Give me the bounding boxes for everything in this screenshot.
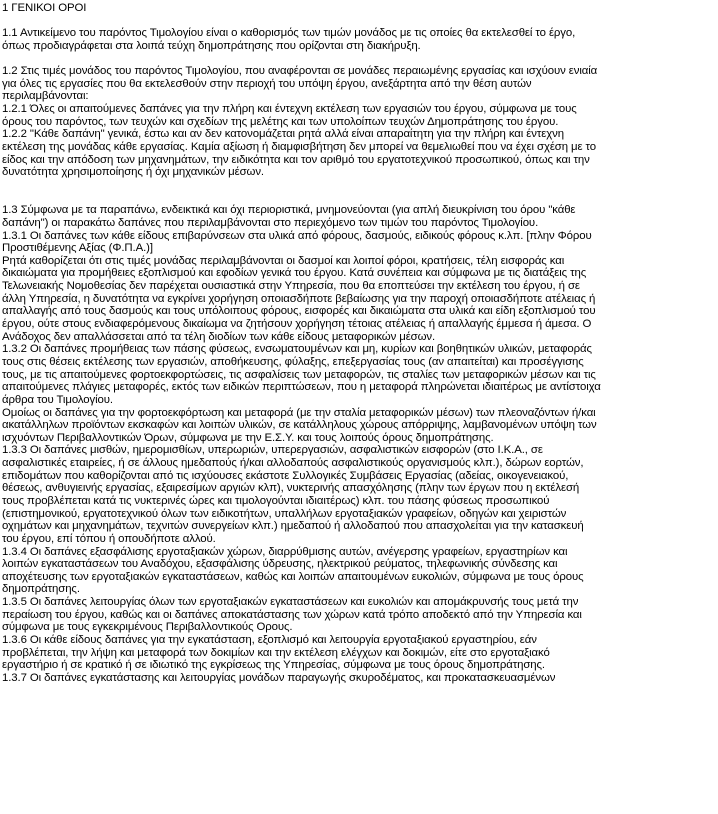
text-line: δυνατότητα χρησιμοποίησης ή όχι μηχανικών μέσων.: [2, 166, 264, 179]
text-line: δημοπράτησης.: [2, 583, 80, 596]
text-line: Τελωνειακής Νομοθεσίας δεν παρέχεται ουσιαστικά στην Υπηρεσία, που θα εποπτεύσει την εκτέλεση του έργου, ή σε: [2, 280, 580, 293]
text-line: περιλαμβάνονται:: [2, 90, 89, 103]
text-line: 1.3.5 Οι δαπάνες λειτουργίας όλων των εργοταξιακών εγκαταστάσεων και ευκολιών και απομάκρυνσής τους μετά την: [2, 596, 579, 609]
text-line: 1.2 Στις τιμές μονάδος του παρόντος Τιμολογίου, που αναφέρονται σε μονάδες περαιωμένης εργασίας και ισχύουν ενιαία: [2, 65, 598, 78]
text-line: προβλέπεται, την λήψη και μεταφορά των δοκιμίων και την εκτέλεση ελέγχων και δοκιμών, είτε στο εργοταξιακό: [2, 646, 550, 659]
text-line: Ανάδοχος δεν απαλλάσσεται από τα τέλη διοδίων των κάθε είδους μεταφορικών μέσων.: [2, 330, 436, 343]
text-line: λοιπών εγκαταστάσεων του Αναδόχου, εξασφάλισης ύδρευσης, ηλεκτρικού ρεύματος, τηλεφωνικής σύνδεσης και: [2, 558, 558, 571]
text-line: τους στις θέσεις εκτέλεσης των εργασιών, αποθήκευσης, φύλαξης, επεξεργασίας τους (αν απαιτείται) και προσέγγισης: [2, 355, 584, 368]
text-line: του έργου, επί τόπου ή οπουδήποτε αλλού.: [2, 532, 216, 545]
text-line: ακατάλληλων προϊόντων εκσκαφών και λοιπών υλικών, σε κατάλληλους χώρους απόρριψης, λαμβανομένων υπόψη των: [2, 419, 597, 432]
text-line: 1.3 Σύμφωνα με τα παραπάνω, ενδεικτικά και όχι περιοριστικά, μνημονεύονται (για απλή διευκρίνιση του όρου "κάθε: [2, 204, 576, 217]
text-line: Προστιθέμενης Αξίας (Φ.Π.Α.)]: [2, 242, 153, 255]
text-line: 1.3.4 Οι δαπάνες εξασφάλισης εργοταξιακών χώρων, διαρρύθμισης αυτών, ανέγερσης γραφείων, εργαστηρίων και: [2, 545, 568, 558]
text-line: δαπάνη") οι παρακάτω δαπάνες που περιλαμβάνονται στο περιεχόμενο των τιμών του παρόντος Τιμολογίου.: [2, 216, 539, 229]
text-line: 1.3.6 Οι κάθε είδους δαπάνες για την εγκατάσταση, εξοπλισμό και λειτουργία εργοταξιακού εργαστηρίου, εάν: [2, 634, 537, 647]
blank-line: [2, 179, 716, 192]
text-line: ισχυόντων Περιβαλλοντικών Όρων, σύμφωνα με την Ε.Σ.Υ. και τους λοιπούς όρους δημοπράτησης.: [2, 431, 494, 444]
document-body: [2, 2, 716, 685]
text-line: αποχέτευσης των εργοταξιακών εγκαταστάσεων, καθώς και λοιπών απαιτουμένων ευκολιών, σύμφωνα με τους όρους: [2, 570, 584, 583]
blank-line: [2, 15, 716, 28]
text-line: οχημάτων και μηχανημάτων, τεχνιτών συνεργείων κλπ.) ημεδαπού ή αλλοδαπού που απασχολείται για την κατασκευή: [2, 520, 584, 533]
text-line: όρους του παρόντος, των τευχών και σχεδίων της μελέτης και των υπολοίπων τευχών Δημοπράτησης του έργου.: [2, 115, 559, 128]
text-line: ασφαλιστικές εταιρείες, ή σε άλλους ημεδαπούς ή/και αλλοδαπούς ασφαλιστικούς οργανισμούς κλπ.), δώρων εορτών,: [2, 457, 584, 470]
text-line: εκτέλεση της μονάδας κάθε εργασίας. Καμία αξίωση ή διαμφισβήτηση δεν μπορεί να θεμελιωθεί που να έχει σχέση με το: [2, 141, 597, 154]
text-line: 1.2.1 Όλες οι απαιτούμενες δαπάνες για την πλήρη και έντεχνη εκτέλεση των εργασιών του έργου, σύμφωνα με τους: [2, 103, 577, 116]
text-line: σύμφωνα με τους εγκεκριμένους Περιβαλλοντικούς Ορους.: [2, 621, 293, 634]
text-line: 1.3.7 Οι δαπάνες εγκατάστασης και λειτουργίας μονάδων παραγωγής σκυροδέματος, και προκατασκευασμένων: [2, 671, 556, 684]
text-line: είδος και την απόδοση των μηχανημάτων, την ειδικότητα και τον αριθμό του εργατοτεχνικού προσωπικού, όπως και την: [2, 153, 590, 166]
text-line: δικαιώματα για προμήθειες εξοπλισμού και εφοδίων γενικά του έργου. Κατά συνέπεια και σύμφωνα με τις διατάξεις της: [2, 267, 587, 280]
text-line: εργαστήριο ή σε κρατικό ή σε ιδιωτικό της εγκρίσεως της Υπηρεσίας, σύμφωνα με τους όρους δημοπράτησης.: [2, 659, 545, 672]
text-line: Ρητά καθορίζεται ότι στις τιμές μονάδας περιλαμβάνονται οι δασμοί και λοιποί φόροι, κρατήσεις, τέλη εισφοράς και: [2, 254, 565, 267]
text-line: Ομοίως οι δαπάνες για την φορτοεκφόρτωση και μεταφορά (με την σταλία μεταφορικών μέσων) των πλεοναζόντων ή/και: [2, 406, 596, 419]
blank-line: [2, 53, 716, 66]
text-line: τους προβλέπεται κατά τις νυκτερινές ώρες και τιμολογούνται ιδιαιτέρως) κλπ. του πάσης φύσεως προσωπικού: [2, 494, 550, 507]
text-line: έργου, ούτε στους ενδιαφερόμενους δικαίωμα να ζητήσουν χορήγηση τέτοιας ατέλειας ή απαλλαγής έμμεσα ή άμεσα. Ο: [2, 318, 592, 331]
text-line: για όλες τις εργασίες που θα εκτελεσθούν στην περιοχή του υπόψη έργου, ανεξάρτητα από την θέση αυτών: [2, 77, 532, 90]
text-line: απαλλαγής από τους δασμούς και τους υπόλοιπους φόρους, εισφορές και δικαιώματα στα υλικά και είδη εξοπλισμού του: [2, 305, 596, 318]
text-line: απαιτούμενες πλάγιες μεταφορές, εκτός των ειδικών περιπτώσεων, που η μεταφορά πληρώνεται ιδιαιτέρως με αντίστοιχα: [2, 381, 601, 394]
text-line: 1.3.2 Οι δαπάνες προμήθειας των πάσης φύσεως, ενσωματουμένων και μη, κυρίων και βοηθητικών υλικών, μεταφοράς: [2, 343, 592, 356]
text-line: θέσεως, ανθυγιεινής εργασίας, εξαιρεσίμων αργιών κλπ), νυκτερινής απασχόλησης (πλην των έργων που η εκτέλεσή: [2, 482, 580, 495]
document-title: 1 ΓΕΝΙΚΟΙ ΟΡΟΙ: [2, 2, 87, 14]
text-line: 1.3.1 Οι δαπάνες των κάθε είδους επιβαρύνσεων στα υλικά από φόρους, δασμούς, ειδικούς φόρους κ.λπ. [πλην Φόρου: [2, 229, 592, 242]
text-line: επιδομάτων που καθορίζονται από τις ισχύουσες εκάστοτε Συλλογικές Συμβάσεις Εργασίας (αδείας, οικογενειακού,: [2, 469, 569, 482]
text-line: άρθρα του Τιμολογίου.: [2, 393, 113, 406]
blank-line: [2, 192, 716, 205]
text-line: (επιστημονικού, εργατοτεχνικού όλων των ειδικοτήτων, υπαλλήλων εργοταξιακών γραφείων, οδηγών και χειριστών: [2, 507, 567, 520]
text-line: 1.1 Αντικείμενο του παρόντος Τιμολογίου είναι ο καθορισμός των τιμών μονάδος με τις οποίες θα εκτελεσθεί το έργο,: [2, 27, 576, 40]
text-line: 1.3.3 Οι δαπάνες μισθών, ημερομισθίων, υπερωριών, υπερεργασιών, ασφαλιστικών εισφορών (στο Ι.Κ.Α., σε: [2, 444, 543, 457]
text-line: περαίωση του έργου, καθώς και οι δαπάνες αποκατάστασης των χώρων κατά τρόπο αποδεκτό από την Υπηρεσία και: [2, 608, 582, 621]
text-line: όπως προδιαγράφεται στα λοιπά τεύχη δημοπράτησης που ορίζονται στη διακήρυξη.: [2, 39, 421, 52]
text-line: τους, με τις απαιτούμενες φορτοεκφορτώσεις, τις ασφαλίσεις των μεταφορών, τις σταλίες των μεταφορικών μέσων και τις: [2, 368, 596, 381]
text-line: άλλη Υπηρεσία, η δυνατότητα να εγκρίνει χορήγηση οποιασδήποτε βεβαίωσης για την παροχή οποιασδήποτε ατέλειας ή: [2, 292, 596, 305]
text-line: 1.2.2 "Κάθε δαπάνη" γενικά, έστω και αν δεν κατονομάζεται ρητά αλλά είναι απαραίτητη για την πλήρη και έντεχνη: [2, 128, 564, 141]
